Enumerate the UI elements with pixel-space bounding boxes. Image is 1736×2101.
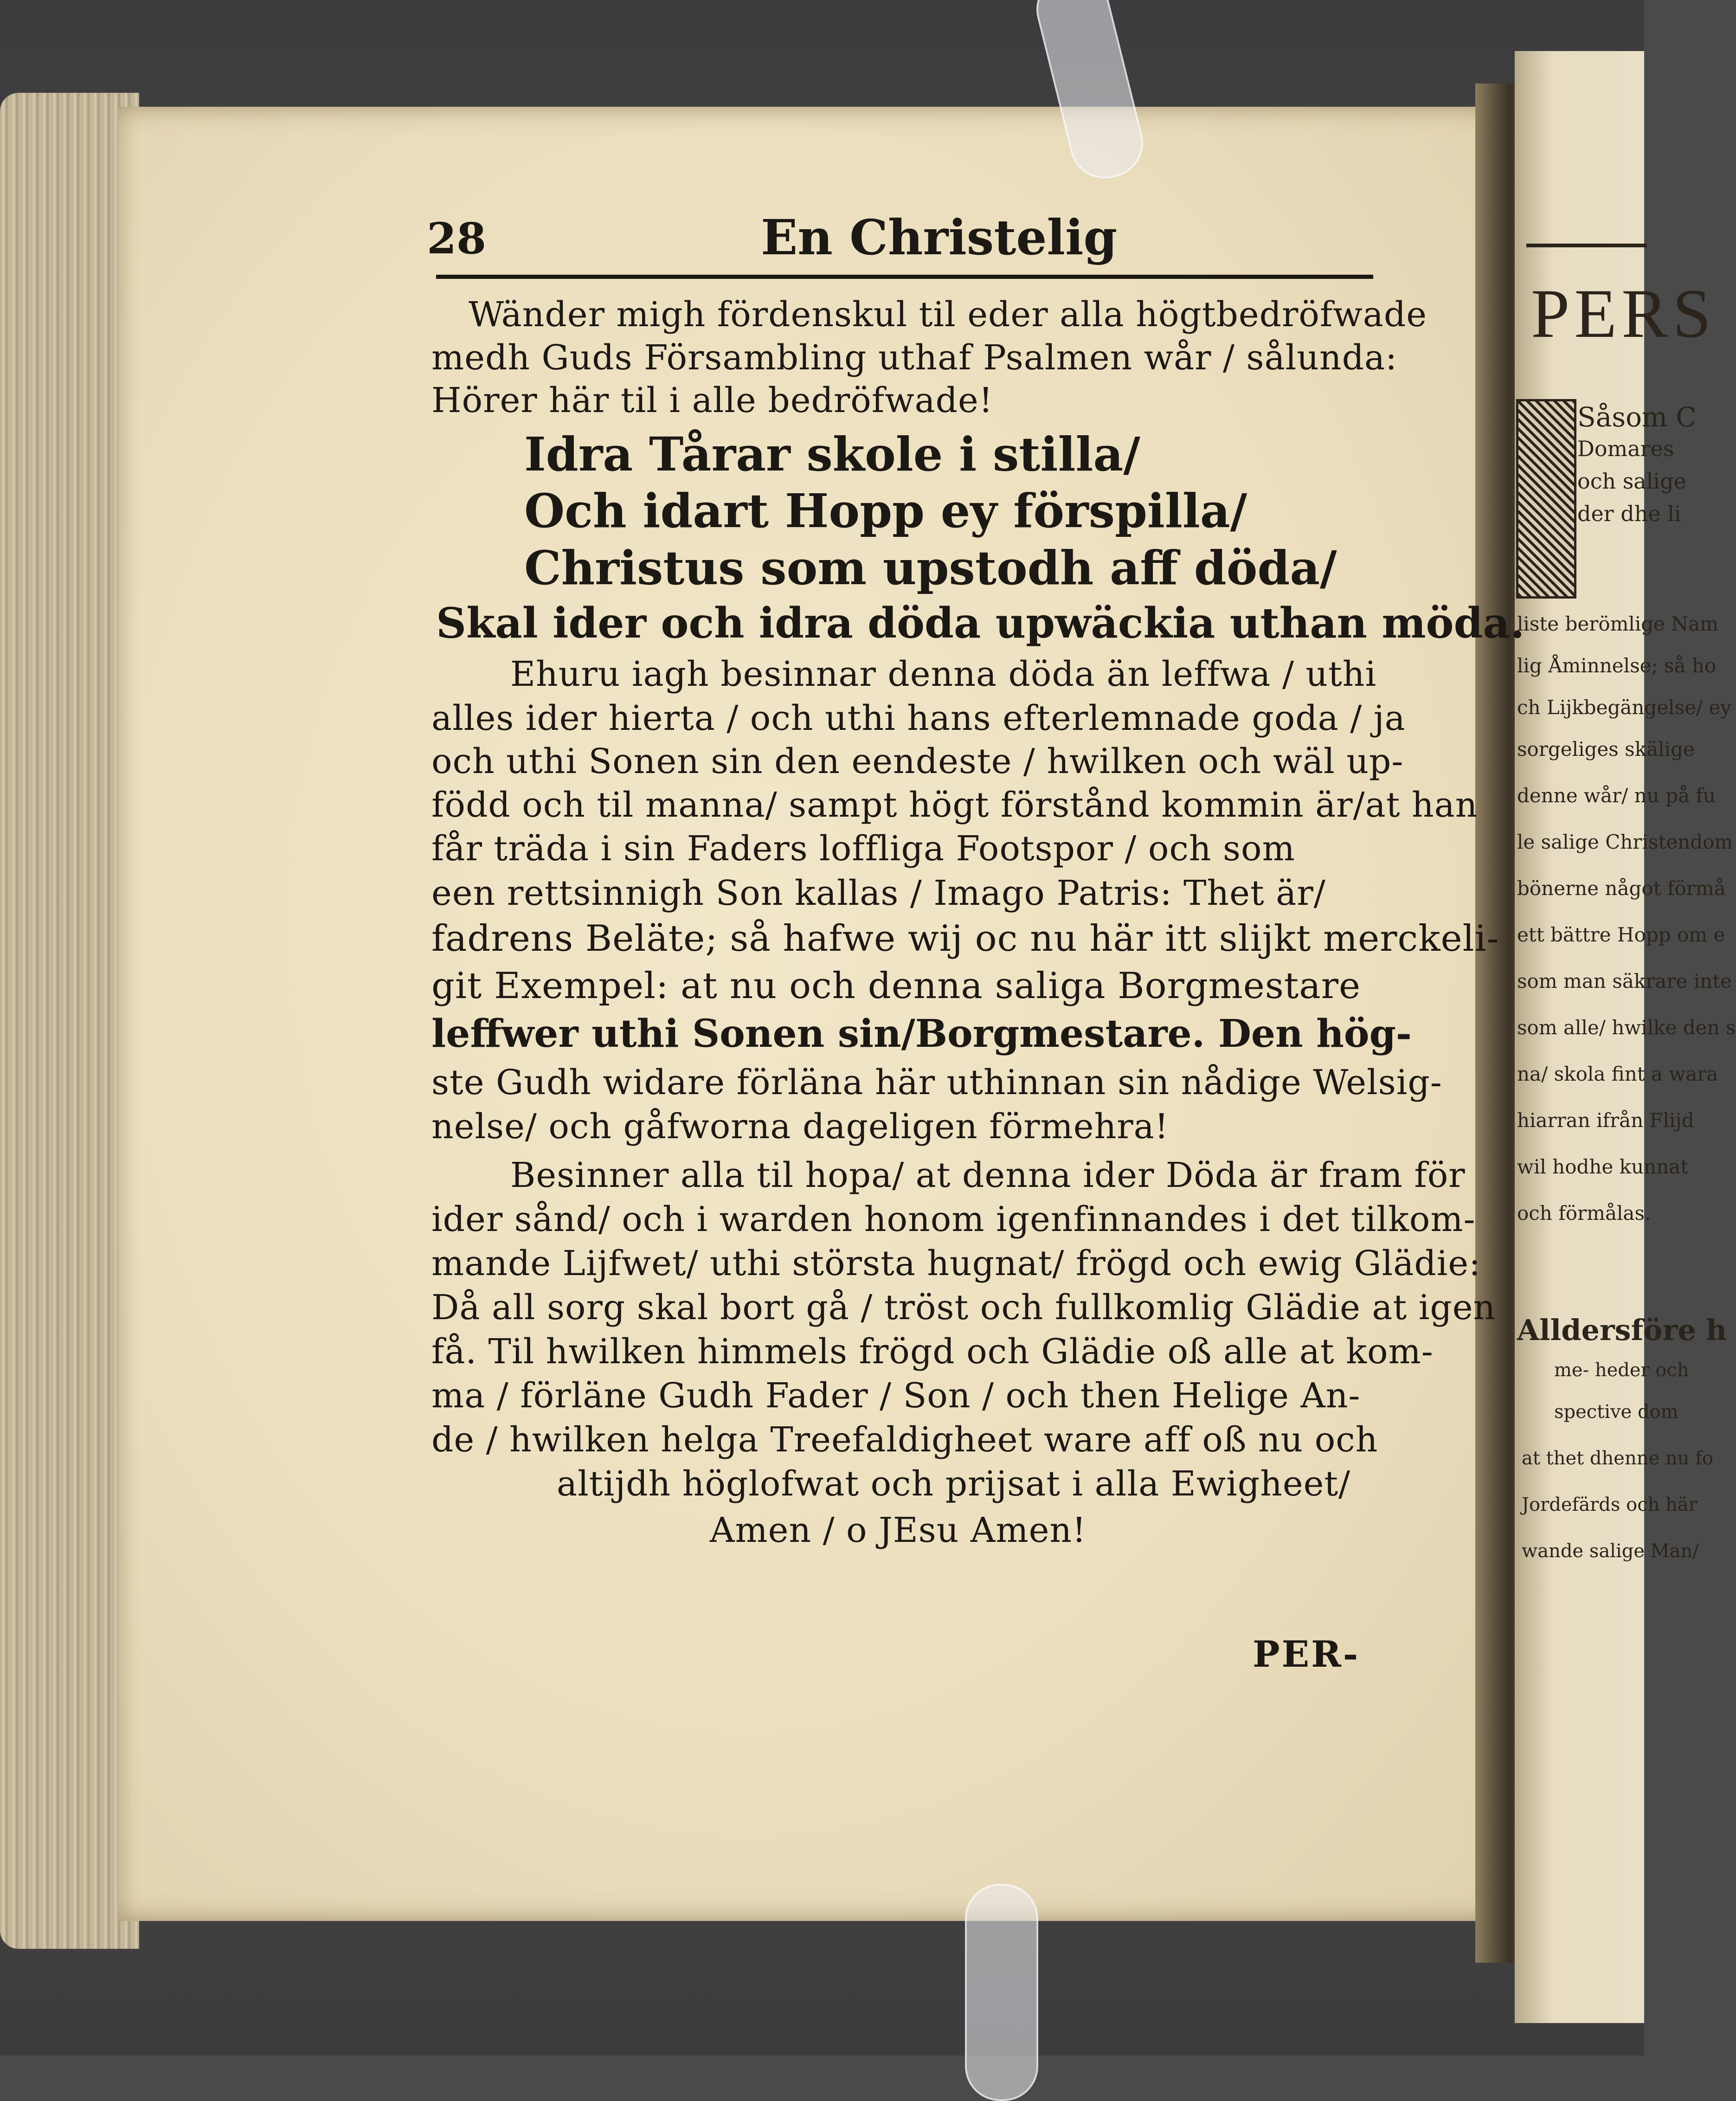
text-line: leffwer uthi Sonen sin/Borgmestare. Den hög- (431, 1012, 1412, 1056)
verse-line: Christus som upstodh aff döda/ (524, 541, 1337, 595)
right-page-rule (1526, 244, 1647, 247)
text-line: Då all sorg skal bort gå / tröst och fullkomlig Glädie at igen (431, 1288, 1496, 1328)
catchword: PER- (1253, 1633, 1360, 1676)
header-rule (436, 275, 1373, 279)
right-text-line: ch Lijkbegängelse/ ey (1517, 696, 1732, 719)
right-text-line: sorgeliges skälige (1517, 738, 1695, 760)
text-line: medh Guds Försambling uthaf Psalmen wår / sålunda: (431, 338, 1398, 378)
verse-line: Och idart Hopp ey förspilla/ (524, 483, 1247, 538)
right-text-line: at thet dhenne nu fo (1522, 1448, 1714, 1469)
right-text-line: som man säkrare inte (1517, 970, 1732, 992)
text-line: ma / förläne Gudh Fader / Son / och then Helige An- (431, 1376, 1361, 1416)
right-text-line: Alldersföre h (1517, 1313, 1727, 1347)
text-line: född och til manna/ sampt högt förstånd kommin är/at han (431, 785, 1478, 825)
right-text-line: liste berömlige Nam (1517, 612, 1719, 635)
right-text-line: Såsom C (1577, 401, 1697, 433)
right-text-line: bönerne något förmå (1517, 877, 1726, 900)
right-text-line: spective dom (1554, 1401, 1678, 1423)
decorated-initial (1516, 399, 1576, 599)
text-line: Amen / o JEsu Amen! (710, 1510, 1087, 1550)
text-line: fadrens Beläte; så hafwe wij oc nu här itt slijkt merckeli- (431, 918, 1499, 960)
text-line: Besinner alla til hopa/ at denna ider Döda är fram för (510, 1155, 1466, 1195)
text-line: Ehuru iagh besinnar denna döda än leffwa / uthi (510, 654, 1377, 694)
right-text-line: na/ skola fint a wara (1517, 1063, 1718, 1085)
right-text-line: me- heder och (1554, 1360, 1689, 1381)
right-text-line: lig Åminnelse; så ho (1517, 654, 1717, 677)
text-line: får träda i sin Faders loffliga Footspor / och som (431, 829, 1295, 869)
right-text-line: ett bättre Hopp om e (1517, 923, 1725, 946)
right-text-line: der dhe li (1577, 501, 1681, 526)
text-line: ste Gudh widare förläna här uthinnan sin nådige Welsig- (431, 1063, 1442, 1102)
page-number: 28 (427, 213, 487, 264)
right-text-line: le salige Christendom (1517, 831, 1733, 853)
verse-line: Skal ider och idra döda upwäckia uthan möda. (436, 599, 1525, 648)
right-text-line: wil hodhe kunnat (1517, 1155, 1689, 1178)
text-line: alles ider hierta / och uthi hans efterlemnade goda / ja (431, 698, 1406, 738)
text-line: de / hwilken helga Treefaldigheet ware aff oß nu och (431, 1420, 1378, 1460)
right-text-line: Jordefärds och här (1522, 1494, 1697, 1515)
text-line: få. Til hwilken himmels frögd och Glädie oß alle at kom- (431, 1332, 1434, 1372)
right-text-line: och förmålas. (1517, 1202, 1651, 1225)
right-text-line: hiarran ifrån Flijd (1517, 1109, 1694, 1132)
text-line: ider sånd/ och i warden honom igenfinnandes i det tilkom- (431, 1199, 1476, 1239)
right-text-line: wande salige Man/ (1522, 1540, 1699, 1562)
running-title: En Christelig (761, 209, 1118, 266)
text-line: mande Lijfwet/ uthi största hugnat/ frögd och ewig Glädie: (431, 1244, 1481, 1283)
text-line: och uthi Sonen sin den eendeste / hwilken och wäl up- (431, 741, 1404, 781)
right-text-line: Domares (1577, 436, 1674, 461)
text-line: Hörer här til i alle bedröfwade! (431, 380, 993, 420)
book-clip-bottom (965, 1884, 1038, 2101)
right-page-title: PERS (1531, 275, 1716, 352)
verse-line: Idra Tårar skole i stilla/ (524, 427, 1140, 482)
text-line: altijdh höglofwat och prijsat i alla Ewigheet/ (557, 1464, 1351, 1504)
right-text-line: som alle/ hwilke den s (1517, 1016, 1736, 1039)
text-line: een rettsinnigh Son kallas / Imago Patris: Thet är/ (431, 873, 1326, 913)
page-header (427, 204, 1378, 283)
text-line: Wänder migh fördenskul til eder alla högtbedröfwade (469, 295, 1427, 335)
right-text-line: och salige (1577, 469, 1686, 494)
right-text-line: denne wår/ nu på fu (1517, 784, 1716, 807)
text-line: git Exempel: at nu och denna saliga Borgmestare (431, 965, 1361, 1007)
text-line: nelse/ och gåfworna dageligen förmehra! (431, 1107, 1169, 1147)
